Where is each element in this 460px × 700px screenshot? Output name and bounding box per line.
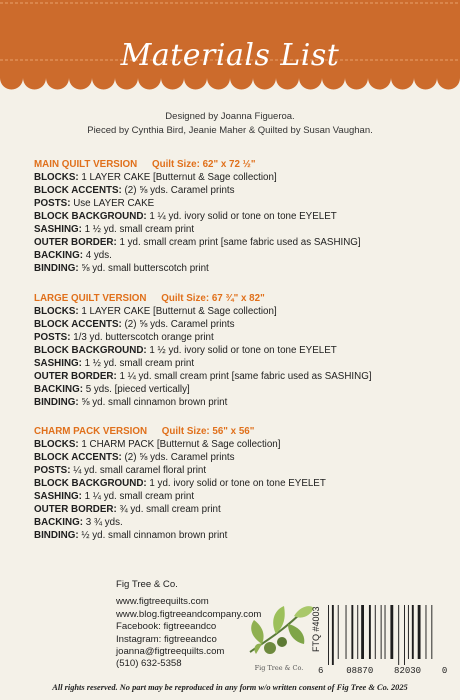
barcode-bar bbox=[328, 605, 329, 665]
fig-tree-logo bbox=[242, 592, 316, 674]
barcode-bar bbox=[385, 605, 386, 659]
material-value: 1 ¼ yd. small cream print bbox=[81, 491, 195, 502]
material-row bbox=[34, 236, 444, 249]
material-key: BLOCKS: bbox=[34, 172, 79, 183]
barcode-bar bbox=[426, 605, 427, 659]
material-value: 1 ½ yd. small cream print bbox=[81, 224, 195, 235]
material-row bbox=[34, 383, 444, 396]
material-value: (2) ⅝ yds. Caramel prints bbox=[121, 185, 235, 196]
material-key: BACKING: bbox=[34, 250, 83, 261]
material-value: 1 ½ yd. ivory solid or tone on tone EYELET bbox=[146, 345, 337, 356]
company-name: Fig Tree & Co. bbox=[116, 579, 178, 590]
quilt-size: Quilt Size: 56" x 56" bbox=[161, 426, 255, 437]
material-row bbox=[34, 438, 444, 451]
material-value: ⅝ yd. small cinnamon brown print bbox=[78, 397, 228, 408]
material-row bbox=[34, 197, 444, 210]
contact-info bbox=[116, 579, 261, 671]
material-key: BLOCKS: bbox=[34, 439, 79, 450]
header-banner bbox=[0, 0, 460, 96]
material-row bbox=[34, 223, 444, 236]
material-row bbox=[34, 451, 444, 464]
material-value: (2) ⅝ yds. Caramel prints bbox=[121, 319, 235, 330]
barcode-digit-left: 6 bbox=[318, 666, 324, 676]
facebook-handle: Facebook: figtreeandco bbox=[116, 621, 217, 633]
material-value: ¼ yd. small caramel floral print bbox=[70, 465, 207, 476]
barcode-bar bbox=[408, 605, 409, 659]
barcode-bar bbox=[369, 605, 371, 659]
barcode-digits bbox=[318, 666, 448, 676]
material-key: BINDING: bbox=[34, 263, 79, 274]
barcode-bar bbox=[361, 605, 364, 659]
phone-number: (510) 632-5358 bbox=[116, 658, 182, 670]
material-row bbox=[34, 210, 444, 223]
material-row bbox=[34, 477, 444, 490]
material-row bbox=[34, 516, 444, 529]
material-key: POSTS: bbox=[34, 198, 71, 209]
barcode-bar bbox=[346, 605, 347, 659]
material-key: BACKING: bbox=[34, 384, 83, 395]
blog-link[interactable]: www.blog.figtreeandcompany.com bbox=[116, 608, 262, 620]
material-row bbox=[34, 331, 444, 344]
material-key: OUTER BORDER: bbox=[34, 371, 117, 382]
material-value: (2) ⅝ yds. Caramel prints bbox=[121, 452, 235, 463]
section-heading bbox=[34, 158, 444, 171]
barcode-bar bbox=[412, 605, 414, 659]
material-row bbox=[34, 357, 444, 370]
material-value: 3 ¾ yds. bbox=[82, 517, 123, 528]
material-value: 1 ¼ yd. ivory solid or tone on tone EYELET bbox=[146, 211, 337, 222]
material-row bbox=[34, 184, 444, 197]
barcode bbox=[324, 605, 434, 667]
barcode-bar bbox=[404, 605, 405, 665]
material-key: BLOCK BACKGROUND: bbox=[34, 345, 147, 356]
section-title: CHARM PACK VERSION bbox=[34, 426, 148, 437]
material-value: 4 yds. bbox=[82, 250, 112, 261]
section-large-quilt bbox=[34, 292, 444, 409]
material-row bbox=[34, 171, 444, 184]
quilt-size: Quilt Size: 62" x 72 ½" bbox=[151, 159, 256, 170]
material-key: BLOCK ACCENTS: bbox=[34, 452, 122, 463]
section-title: MAIN QUILT VERSION bbox=[34, 159, 138, 170]
material-row bbox=[34, 490, 444, 503]
instagram-handle: Instagram: figtreeandco bbox=[116, 633, 217, 645]
material-row bbox=[34, 464, 444, 477]
material-row bbox=[34, 370, 444, 383]
material-key: BLOCK ACCENTS: bbox=[34, 185, 122, 196]
piecing-credit: Pieced by Cynthia Bird, Jeanie Maher & Quilted by Susan Vaughan. bbox=[87, 125, 373, 136]
material-key: POSTS: bbox=[34, 465, 71, 476]
barcode-bar bbox=[375, 605, 376, 659]
barcode-digit-right: 0 bbox=[441, 666, 448, 676]
material-key: BINDING: bbox=[34, 397, 79, 408]
material-key: SASHING: bbox=[34, 358, 82, 369]
barcode-bar bbox=[332, 605, 334, 665]
material-key: BINDING: bbox=[34, 530, 79, 541]
material-row bbox=[34, 503, 444, 516]
material-value: 1 yd. ivory solid or tone on tone EYELET bbox=[146, 478, 326, 489]
material-key: OUTER BORDER: bbox=[34, 237, 117, 248]
material-value: 1 CHARM PACK [Butternut & Sage collection] bbox=[78, 439, 281, 450]
material-row bbox=[34, 529, 444, 542]
section-heading bbox=[34, 425, 444, 438]
barcode-bar bbox=[338, 605, 339, 659]
material-value: 5 yds. [pieced vertically] bbox=[82, 384, 190, 395]
material-row bbox=[34, 305, 444, 318]
material-row bbox=[34, 396, 444, 409]
material-row bbox=[34, 318, 444, 331]
section-charm-pack bbox=[34, 425, 444, 542]
material-key: SASHING: bbox=[34, 491, 82, 502]
barcode-digits-mid2: 82030 bbox=[394, 666, 422, 676]
designer-credit: Designed by Joanna Figueroa. bbox=[165, 111, 295, 122]
email-link[interactable]: joanna@figtreequilts.com bbox=[116, 646, 225, 658]
material-row bbox=[34, 344, 444, 357]
logo-text: Fig Tree & Co. bbox=[254, 664, 304, 672]
section-heading bbox=[34, 292, 444, 305]
section-title: LARGE QUILT VERSION bbox=[34, 293, 147, 304]
product-code: FTQ #4003 bbox=[311, 606, 321, 652]
barcode-digits-mid1: 08870 bbox=[346, 666, 374, 676]
barcode-bar bbox=[390, 605, 393, 659]
material-value: 1 yd. small cream print [same fabric used as SASHING] bbox=[116, 237, 361, 248]
material-value: ¾ yd. small cream print bbox=[116, 504, 221, 515]
fig-branch-icon bbox=[242, 592, 316, 664]
quilt-size: Quilt Size: 67 ¾" x 82" bbox=[161, 293, 265, 304]
material-key: BLOCK ACCENTS: bbox=[34, 319, 122, 330]
material-key: SASHING: bbox=[34, 224, 82, 235]
material-key: BLOCKS: bbox=[34, 306, 79, 317]
material-value: 1/3 yd. butterscotch orange print bbox=[70, 332, 214, 343]
material-key: BACKING: bbox=[34, 517, 83, 528]
material-value: 1 LAYER CAKE [Butternut & Sage collection] bbox=[78, 306, 277, 317]
section-main-quilt bbox=[34, 158, 444, 275]
copyright-notice: All rights reserved. No part may be reproduced in any form w/o written consent of Fig Tree & Co. 2025 bbox=[52, 683, 408, 692]
page-title: Materials List bbox=[120, 38, 340, 73]
material-value: Use LAYER CAKE bbox=[70, 198, 155, 209]
material-key: BLOCK BACKGROUND: bbox=[34, 478, 147, 489]
website-link[interactable]: www.figtreequilts.com bbox=[116, 596, 209, 608]
barcode-bar bbox=[381, 605, 382, 659]
barcode-bar bbox=[398, 605, 399, 665]
material-value: 1 ½ yd. small cream print bbox=[81, 358, 195, 369]
credits bbox=[0, 110, 460, 138]
material-row bbox=[34, 249, 444, 262]
material-value: ½ yd. small cinnamon brown print bbox=[78, 530, 228, 541]
barcode-bar bbox=[351, 605, 353, 659]
barcode-bar bbox=[418, 605, 421, 659]
barcode-bar bbox=[431, 605, 432, 659]
material-key: OUTER BORDER: bbox=[34, 504, 117, 515]
material-key: POSTS: bbox=[34, 332, 71, 343]
material-value: ⅝ yd. small butterscotch print bbox=[78, 263, 209, 274]
material-key: BLOCK BACKGROUND: bbox=[34, 211, 147, 222]
barcode-bar bbox=[357, 605, 358, 659]
material-value: 1 ¼ yd. small cream print [same fabric used as SASHING] bbox=[116, 371, 372, 382]
material-row bbox=[34, 262, 444, 275]
material-value: 1 LAYER CAKE [Butternut & Sage collection] bbox=[78, 172, 277, 183]
